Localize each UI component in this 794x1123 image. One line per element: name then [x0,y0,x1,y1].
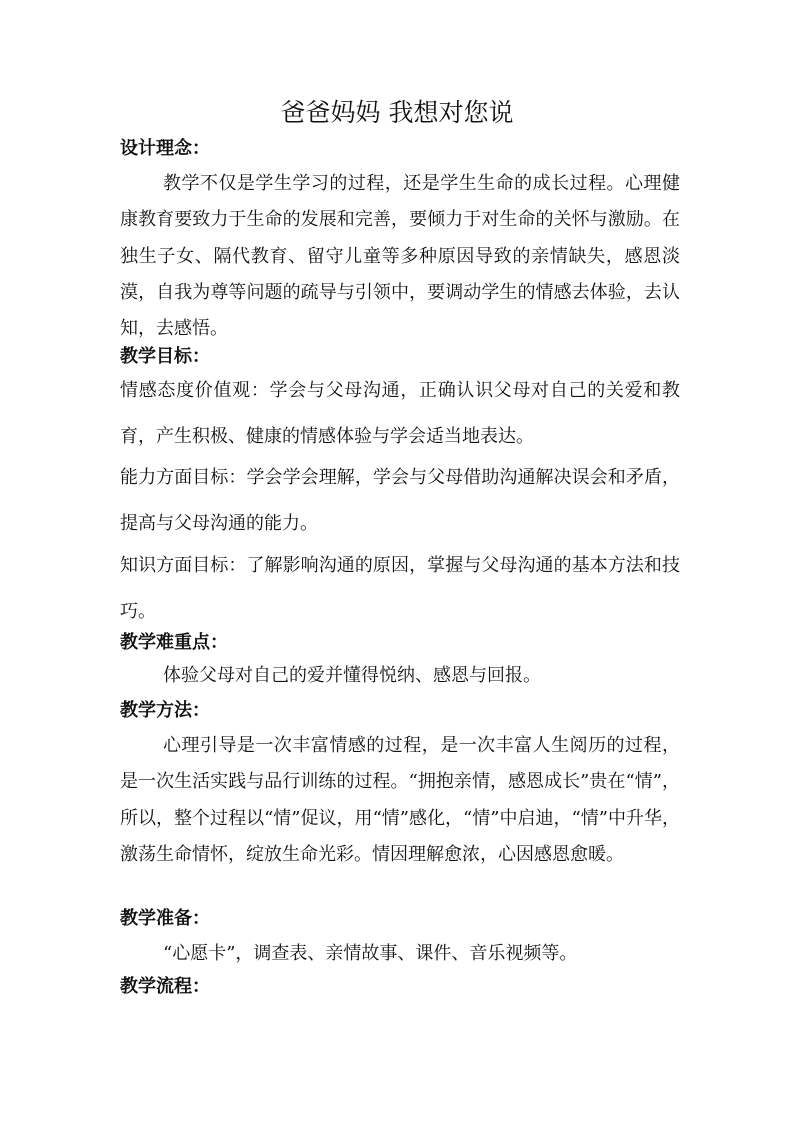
paragraph-teaching-method: 心理引导是一次丰富情感的过程，是一次丰富人生阅历的过程，是一次生活实践与品行训练的过程。“拥抱亲情，感恩成长”贵在“情”，所以，整个过程以“情”促议，用“情”感化，“情”中启迪，“情”中升华，激荡生命情怀，绽放生命光彩。情因理解愈浓，心因感恩愈暖。 [120,735,680,865]
section-heading-teaching-method: 教学方法： [120,700,210,721]
paragraph-goal-ability: 能力方面目标：学会学会理解，学会与父母借助沟通解决误会和矛盾，提高与父母沟通的能力。 [120,467,680,534]
section-heading-teaching-goals: 教学目标： [120,346,210,367]
section-heading-teaching-preparation: 教学准备： [120,908,210,929]
section-heading-key-difficulties: 教学难重点： [120,632,228,653]
paragraph-key-difficulties: 体验父母对自己的爱并懂得悦纳、感恩与回报。 [163,665,541,686]
paragraph-design-concept: 教学不仅是学生学习的过程，还是学生生命的成长过程。心理健康教育要致力于生命的发展和完善，要倾力于对生命的关怀与激励。在独生子女、隔代教育、留守儿童等多种原因导致的亲情缺失，感恩淡漠，自我为尊等问题的疏导与引领中，要调动学生的情感去体验，去认知，去感悟。 [120,173,680,340]
document-title: 爸爸妈妈 我想对您说 [280,98,514,127]
paragraph-teaching-preparation: “心愿卡”，调查表、亲情故事、课件、音乐视频等。 [163,943,578,964]
paragraph-goal-knowledge: 知识方面目标：了解影响沟通的原因，掌握与父母沟通的基本方法和技巧。 [120,555,680,622]
section-heading-design-concept: 设计理念： [120,138,210,159]
paragraph-goal-emotion: 情感态度价值观：学会与父母沟通，正确认识父母对自己的关爱和教育，产生积极、健康的情感体验与学会适当地表达。 [120,380,680,447]
section-heading-teaching-process: 教学流程： [120,976,210,997]
